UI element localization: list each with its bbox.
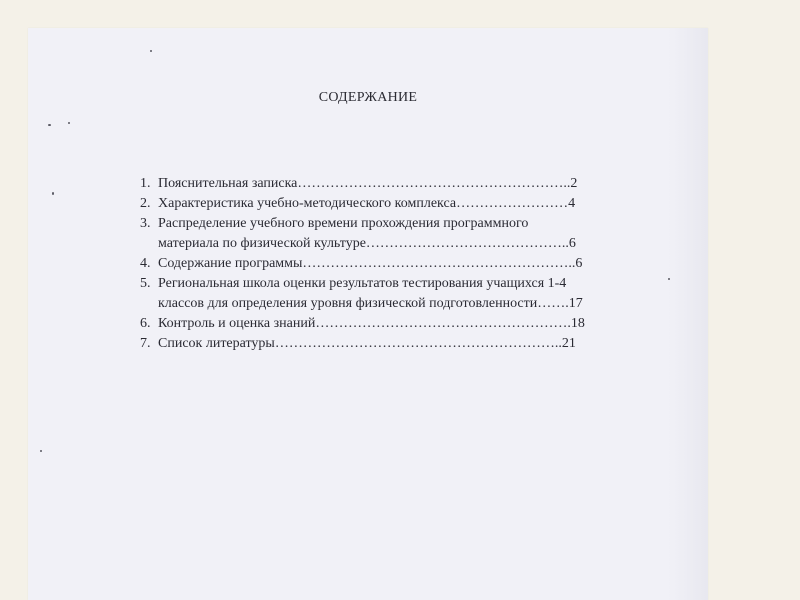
toc-item-2 (140, 194, 640, 214)
toc-text: Региональная школа оценки результатов тестирования учащихся 1-4 (158, 276, 567, 291)
page-title: СОДЕРЖАНИЕ (318, 90, 418, 105)
toc-number: 1. (140, 176, 151, 191)
toc-number: 5. (140, 276, 151, 291)
toc-text: классов для определения уровня физической подготовленности…….17 (158, 296, 583, 311)
toc-item-4 (140, 254, 640, 274)
toc-text: Контроль и оценка знаний……………………………………………….18 (158, 316, 585, 331)
scan-speck (48, 124, 51, 126)
page-edge-shade (668, 28, 708, 600)
toc-number: 3. (140, 216, 151, 231)
toc-number: 2. (140, 196, 151, 211)
toc-item-1 (140, 174, 640, 194)
toc-item-7 (140, 334, 640, 354)
scan-speck (40, 450, 42, 452)
toc-item-6 (140, 314, 640, 334)
toc-number: 7. (140, 336, 151, 351)
scan-speck (668, 278, 670, 280)
toc-text: Характеристика учебно-методического комплекса……………………4 (158, 196, 576, 211)
toc-item-5-continuation (140, 294, 640, 314)
scan-speck (68, 122, 70, 124)
toc-text: материала по физической культуре……………………………………..6 (158, 236, 576, 251)
scanned-page (28, 28, 708, 600)
toc-number: 4. (140, 256, 151, 271)
scan-speck (52, 192, 54, 195)
scan-speck (150, 50, 152, 52)
toc-number: 6. (140, 316, 151, 331)
toc-text: Содержание программы…………………………………………………..6 (158, 256, 583, 271)
toc-text: Пояснительная записка…………………………………………………..2 (158, 176, 578, 191)
toc-text: Список литературы……………………………………………………..21 (158, 336, 576, 351)
toc-item-5 (140, 274, 640, 294)
table-of-contents (140, 174, 640, 354)
toc-text: Распределение учебного времени прохождения программного (158, 216, 529, 231)
toc-item-3-continuation (140, 234, 640, 254)
toc-item-3 (140, 214, 640, 234)
